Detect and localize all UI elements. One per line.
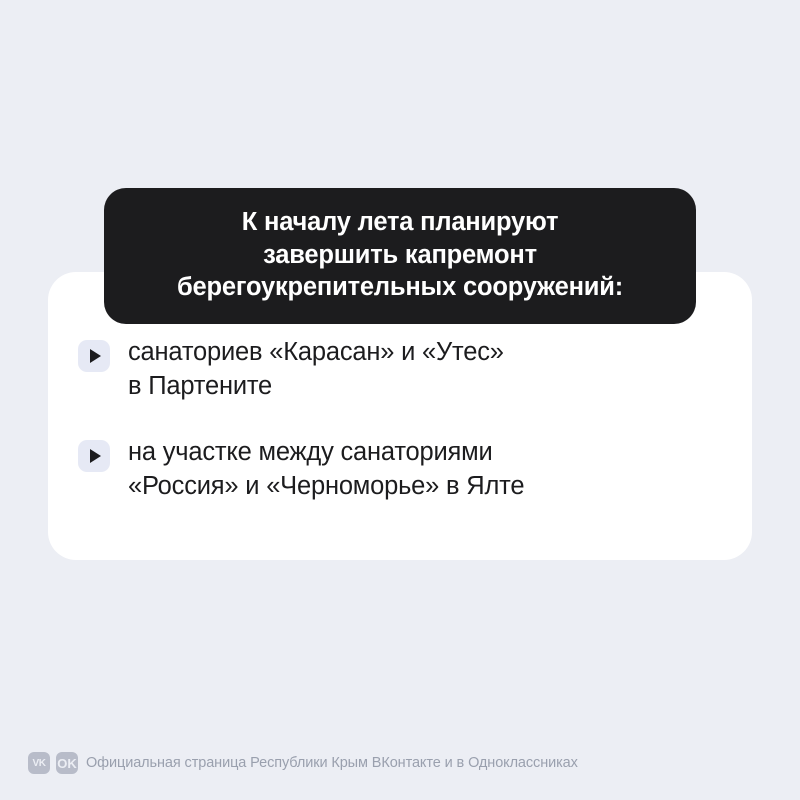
list-item-2-line-2: «Россия» и «Черноморье» в Ялте <box>128 471 525 500</box>
play-triangle-icon <box>78 340 110 372</box>
list-item-1-line-1: санаториев «Карасан» и «Утес» <box>128 338 504 366</box>
list-item-text <box>128 336 504 404</box>
bullet-list <box>78 336 718 504</box>
list-item-1-line-2: в Партените <box>128 371 273 400</box>
list-item <box>78 336 718 404</box>
list-item <box>78 436 718 504</box>
list-item-2-line-1: на участке между санаториями <box>128 437 493 466</box>
list-item-text <box>128 436 524 504</box>
footer <box>28 752 578 774</box>
headline-line-1: К началу лета планируют <box>241 208 559 236</box>
play-triangle-icon <box>78 440 110 472</box>
vk-icon: VK <box>28 752 50 774</box>
headline-line-3: берегоукрепительных сооружений: <box>176 273 624 302</box>
headline-line-2: завершить капремонт <box>263 240 537 269</box>
ok-icon: OK <box>56 752 78 774</box>
footer-text: Официальная страница Республики Крым ВКонтакте и в Одноклассниках <box>86 755 578 771</box>
headline-banner <box>104 188 696 324</box>
